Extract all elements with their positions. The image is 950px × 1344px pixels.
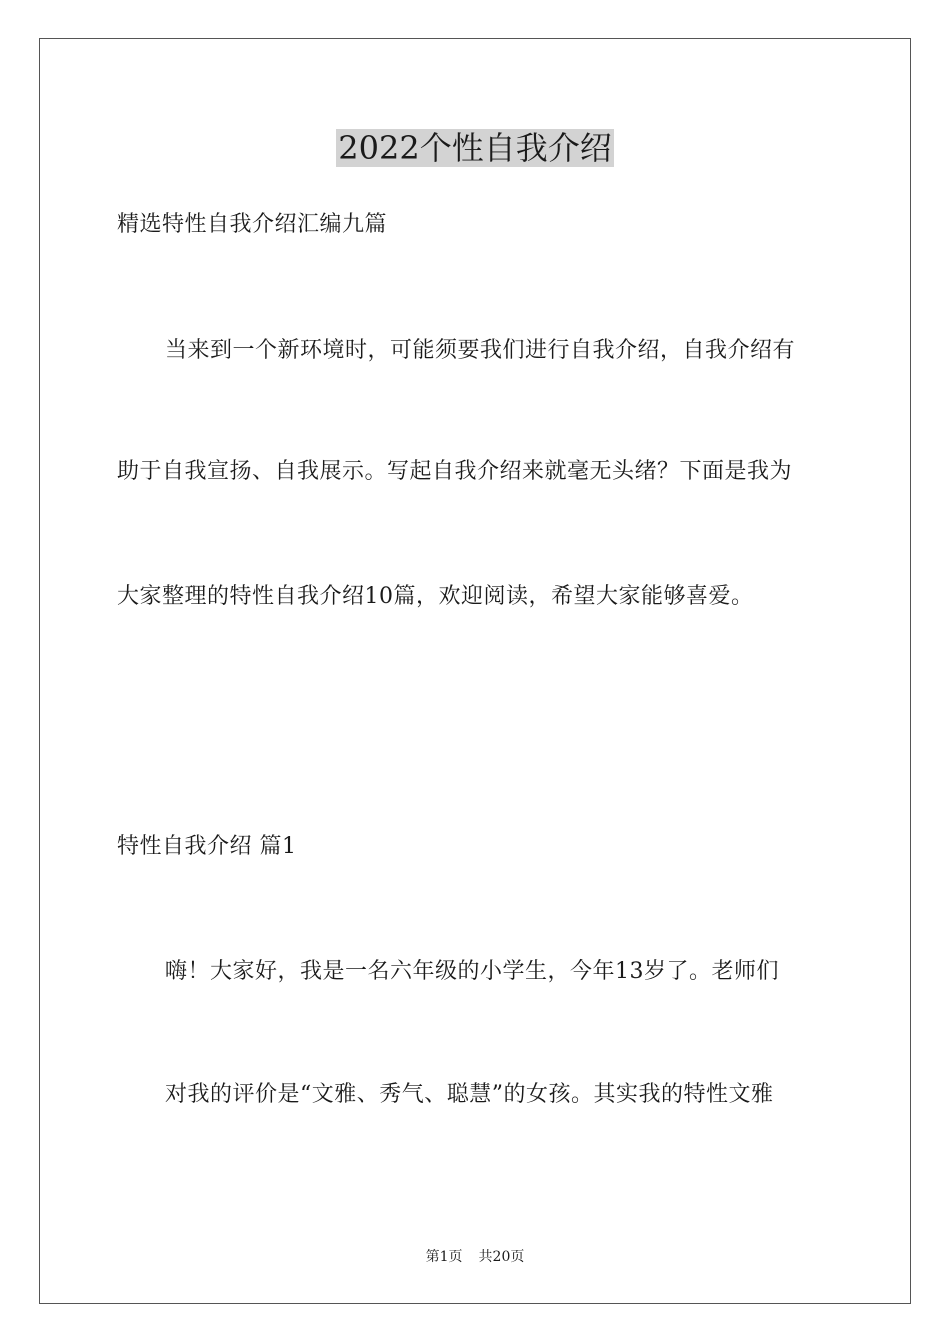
intro-line-1: 当来到一个新环境时，可能须要我们进行自我介绍，自我介绍有 — [165, 338, 796, 363]
document-title-text: 2022个性自我介绍 — [338, 129, 612, 167]
section-line-2: 对我的评价是“文雅、秀气、聪慧”的女孩。其实我的特性文雅 — [165, 1082, 774, 1107]
page-number-current: 第1页 — [425, 1249, 463, 1265]
section-line-1: 嗨！大家好，我是一名六年级的小学生，今年13岁了。老师们 — [165, 959, 779, 984]
intro-line-2: 助于自我宣扬、自我展示。写起自我介绍来就毫无头绪？下面是我为 — [117, 459, 793, 484]
section-heading: 特性自我介绍 篇1 — [117, 834, 297, 859]
page-number-total: 共20页 — [478, 1249, 525, 1265]
intro-line-3: 大家整理的特性自我介绍10篇，欢迎阅读，希望大家能够喜爱。 — [117, 584, 754, 609]
document-subtitle: 精选特性自我介绍汇编九篇 — [117, 212, 388, 237]
page-footer — [0, 1247, 950, 1267]
document-title — [0, 126, 950, 170]
